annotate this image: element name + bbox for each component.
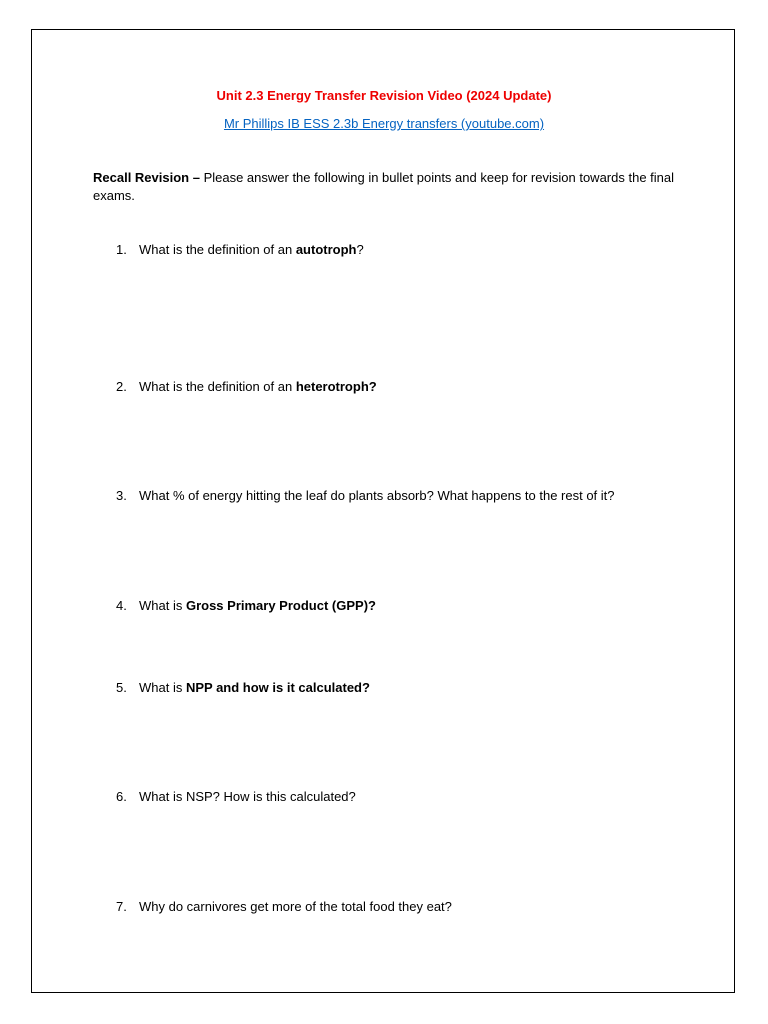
- question-number: 6.: [116, 789, 127, 804]
- question-prefix: Why do carnivores get more of the total food they eat?: [139, 899, 452, 914]
- video-link-line: [0, 115, 768, 132]
- question-bold: heterotroph?: [295, 379, 377, 394]
- question-text: [139, 241, 364, 258]
- question-text: [139, 898, 452, 915]
- question-number: 3.: [116, 488, 127, 503]
- question-prefix: What is: [139, 598, 186, 613]
- question-text: [139, 378, 377, 395]
- question-bold: autotroph: [295, 242, 357, 257]
- intro-text: Please answer the following in bullet points and keep for revision towards the final exams.: [93, 170, 675, 203]
- question-text: [139, 788, 356, 805]
- question-number: 4.: [116, 598, 127, 613]
- document-title: Unit 2.3 Energy Transfer Revision Video (2024 Update): [216, 88, 552, 103]
- question-prefix: What is: [139, 680, 186, 695]
- question-text: [139, 679, 370, 696]
- question-text: [139, 487, 615, 504]
- video-link[interactable]: Mr Phillips IB ESS 2.3b Energy transfers (youtube.com): [223, 116, 545, 131]
- question-number: 1.: [116, 242, 127, 257]
- intro-label: Recall Revision –: [93, 170, 200, 185]
- question-number: 2.: [116, 379, 127, 394]
- question-number: 5.: [116, 680, 127, 695]
- question-text: [139, 597, 376, 614]
- question-prefix: What is the definition of an: [139, 379, 296, 394]
- question-prefix: What is the definition of an: [139, 242, 296, 257]
- question-prefix: What % of energy hitting the leaf do plants absorb? What happens to the rest of it?: [139, 488, 615, 503]
- question-number: 7.: [116, 899, 127, 914]
- question-bold: Gross Primary Product (GPP)?: [185, 598, 376, 613]
- question-prefix: What is NSP? How is this calculated?: [139, 789, 356, 804]
- question-bold: NPP and how is it calculated?: [185, 680, 370, 695]
- intro-paragraph: [93, 169, 683, 205]
- question-suffix: ?: [356, 242, 364, 257]
